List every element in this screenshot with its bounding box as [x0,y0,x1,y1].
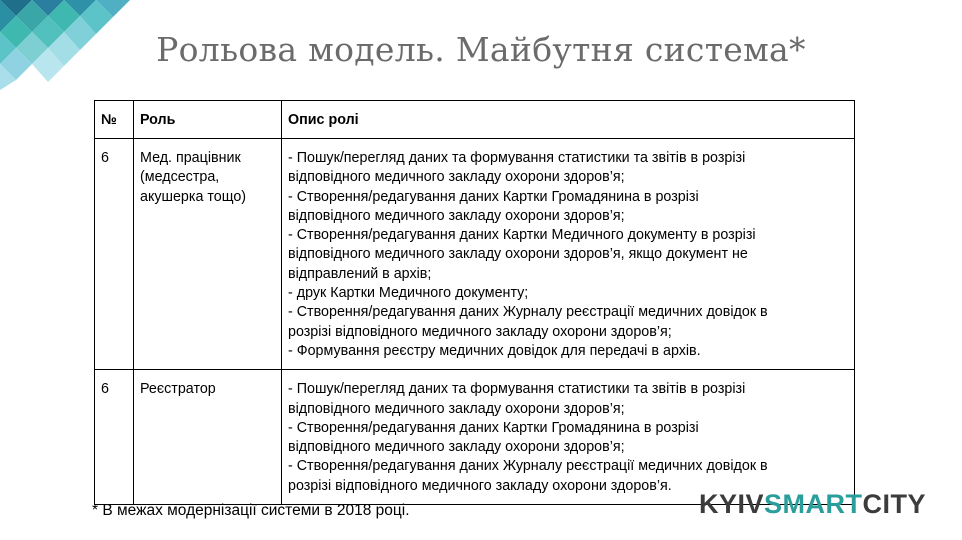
role-line: акушерка тощо) [140,188,247,205]
description-line: - Створення/редагування даних Картки Громадянина в розрізі [288,188,699,205]
slide-title: Рольова модель. Майбутня система* [156,30,806,69]
description-line: - Створення/редагування даних Журналу реєстрації медичних довідок в [288,304,768,321]
description-line: - Пошук/перегляд даних та формування статистики та звітів в розрізі [288,150,746,166]
description-line: відповідного медичного закладу охорони здоров’я; [288,439,625,456]
description-line: - Формування реєстру медичних довідок для передачі в архів. [288,342,701,359]
row-num: 6 [95,370,134,505]
table-row [95,370,855,505]
row-num: 6 [95,139,134,370]
description-line: - Пошук/перегляд даних та формування статистики та звітів в розрізі [288,381,746,398]
description-line: відповідного медичного закладу охорони здоров’я, якщо документ не [288,246,748,263]
description-line: розрізі відповідного медичного закладу охорони здоров’я. [288,477,672,494]
header-description: Опис ролі [282,101,855,139]
description-line: відповідного медичного закладу охорони здоров’я; [288,400,625,417]
kyiv-smart-city-logo [699,489,926,520]
row-role [134,139,282,370]
table-row [95,139,855,370]
row-description [282,370,855,505]
description-line: розрізі відповідного медичного закладу охорони здоров’я; [288,323,672,340]
role-line: (медсестра, [140,169,220,186]
role-table [94,100,855,505]
logo-text-kyiv: KYIV [699,489,765,519]
row-description [282,139,855,370]
footnote: * В межах модернізації системи в 2018 році. [92,502,410,519]
row-role [134,370,282,505]
description-line: - друк Картки Медичного документу; [288,285,529,302]
logo-text-city: CITY [862,489,927,519]
description-line: - Створення/редагування даних Журналу реєстрації медичних довідок в [288,458,768,475]
role-line: Мед. працівник [140,150,241,166]
description-line: - Створення/редагування даних Картки Громадянина в розрізі [288,419,699,436]
description-line: відповідного медичного закладу охорони здоров’я; [288,207,625,224]
description-line: відправлений в архів; [288,265,432,282]
role-line: Реєстратор [140,381,216,398]
header-num: № [95,101,134,139]
table-header-row [95,101,855,139]
description-line: відповідного медичного закладу охорони здоров’я; [288,169,625,186]
logo-text-smart: SMART [764,489,863,519]
description-line: - Створення/редагування даних Картки Медичного документу в розрізі [288,227,756,244]
header-role: Роль [134,101,282,139]
